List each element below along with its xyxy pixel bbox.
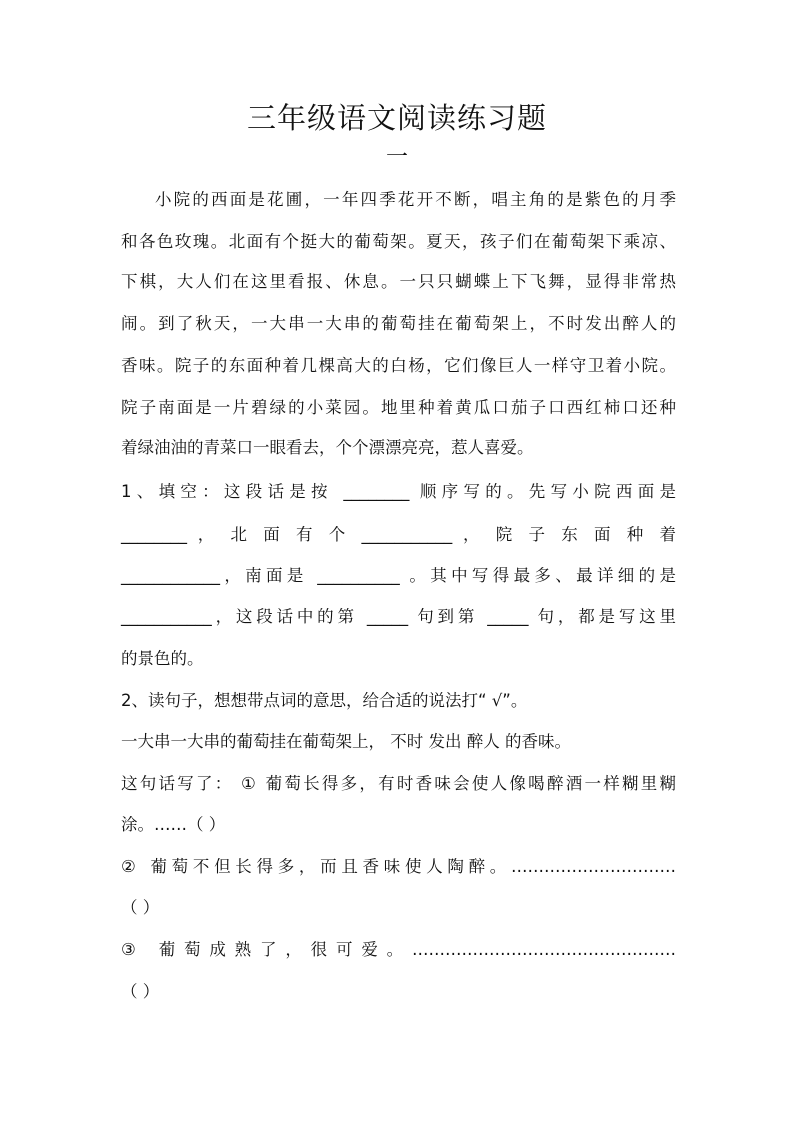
passage-line: 和各色玫瑰。北面有个挺大的葡萄架。夏天，孩子们在葡萄架下乘凉、 xyxy=(121,232,676,251)
passage-line: 小院的西面是花圃，一年四季花开不断，唱主角的是紫色的月季 xyxy=(155,190,676,209)
passage-line: 着绿油油的青菜口一眼看去，个个漂漂亮亮，惹人喜爱。 xyxy=(121,438,534,457)
question-1-line: ________ ， 北 面 有 个 ___________ ， 院 子 东 面 种 着 xyxy=(121,525,676,544)
question-2-line: 涂。……（ ） xyxy=(121,815,226,834)
question-1-line: 1、填空：这段话是按 ________ 顺序写的。先写小院西面是 xyxy=(121,482,676,501)
question-1-line: 的景色的。 xyxy=(121,649,204,668)
question-2-line: 一大串一大串的葡萄挂在葡萄架上， 不时 发出 醉人 的香味。 xyxy=(121,732,571,751)
document-title: 三年级语文阅读练习题 xyxy=(246,101,547,135)
passage-line: 下棋，大人们在这里看报、休息。一只只蝴蝶上下飞舞，显得非常热 xyxy=(121,272,676,291)
question-2-line: ③ 葡萄成熟了，很可爱。………………………………………… xyxy=(121,940,676,959)
passage-line: 闹。到了秋天，一大串一大串的葡萄挂在葡萄架上，不时发出醉人的 xyxy=(121,314,676,333)
question-2-line: 这句话写了： ① 葡萄长得多，有时香味会使人像喝醉酒一样糊里糊 xyxy=(121,774,676,793)
question-1-line: ___________，这段话中的第 _____ 句到第 _____ 句，都是写这里 xyxy=(121,607,676,626)
passage-line: 院子南面是一片碧绿的小菜园。地里种着黄瓜口茄子口西红柿口还种 xyxy=(121,398,676,417)
passage-line: 香味。院子的东面种着几棵高大的白杨，它们像巨人一样守卫着小院。 xyxy=(121,356,676,375)
section-number: 一 xyxy=(385,145,408,170)
question-2-line: （ ） xyxy=(121,982,160,1001)
question-2-line: ② 葡萄不但长得多，而且香味使人陶醉。………………………… xyxy=(121,857,676,876)
question-2-line: （ ） xyxy=(121,898,160,917)
question-1-line: ____________，南面是 __________ 。其中写得最多、最详细的是 xyxy=(121,566,676,585)
question-2-line: 2、读句子，想想带点词的意思，给合适的说法打“ √”。 xyxy=(121,691,528,710)
